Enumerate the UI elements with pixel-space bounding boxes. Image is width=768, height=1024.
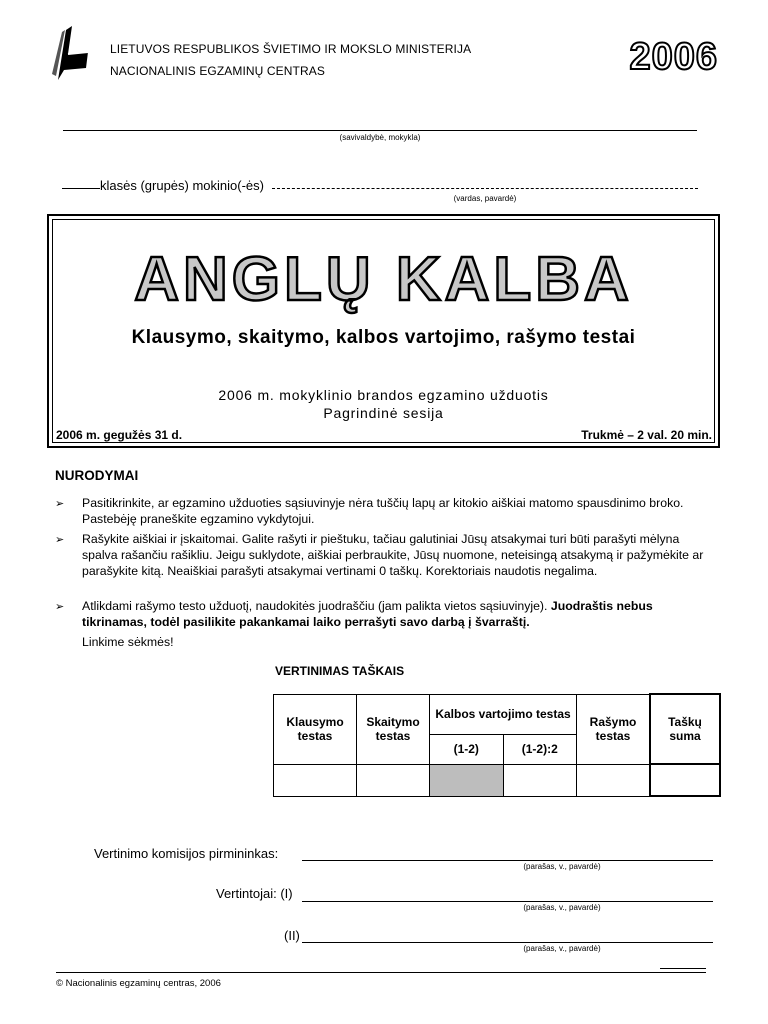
- chair-label: Vertinimo komisijos pirmininkas:: [94, 846, 279, 861]
- name-hint: (vardas, pavardė): [453, 194, 517, 203]
- instructions-heading: NURODYMAI: [55, 468, 139, 483]
- nec-logo: [48, 24, 92, 82]
- task-description: 2006 m. mokyklinio brandos egzamino užduotis: [218, 387, 549, 403]
- col-listening: Klausymo testas: [274, 694, 357, 764]
- score-cell-reading[interactable]: [357, 764, 430, 796]
- instruction-item: Pasitikrinkite, ar egzamino užduoties sąsiuvinyje nėra tuščių lapų ar kitokio aiškiai matomo spausdinimo broko. Pastebėję praneškite egzamino vykdytojui.: [82, 496, 684, 526]
- col-reading: Skaitymo testas: [357, 694, 430, 764]
- evaluator-one-label: Vertintojai: (I): [216, 886, 293, 901]
- bullet-arrow-icon: ➢: [55, 534, 65, 546]
- signature-hint: (parašas, v., pavardė): [523, 944, 601, 953]
- exam-title: ANGLŲ KALBA: [134, 245, 633, 314]
- bullet-arrow-icon: ➢: [55, 498, 65, 510]
- col-language-sub-b: (1-2):2: [503, 734, 577, 764]
- score-cell-writing[interactable]: [577, 764, 651, 796]
- student-name-line[interactable]: [272, 188, 698, 189]
- col-writing: Rašymo testas: [577, 694, 651, 764]
- footer-rule: [56, 972, 706, 973]
- copyright: © Nacionalinis egzaminų centras, 2006: [56, 978, 221, 989]
- year-badge: 2006: [629, 36, 718, 78]
- exam-duration: Trukmė – 2 val. 20 min.: [581, 428, 712, 442]
- closing-wish: Linkime sėkmės!: [82, 635, 174, 649]
- bullet-arrow-icon: ➢: [55, 601, 65, 613]
- score-cell-language-b[interactable]: [503, 764, 577, 796]
- instruction-item: Rašykite aiškiai ir įskaitomai. Galite rašyti ir pieštuku, tačiau galutiniai Jūsų atsakymai turi būti parašyti mėlyna spalva rašančiu rašikliu. Jeigu suklydote, aiškiai perbraukite, Jūsų nuomone, neteisingą atsakymą ir pažymėkite ar parašykite kitą. Neaiškiai parašyti atsakymai vertinami 0 taškų. Korektoriais naudotis negalima.: [82, 532, 704, 578]
- col-language-sub-a: (1-2): [430, 734, 504, 764]
- class-field-line[interactable]: [62, 188, 100, 189]
- instruction-item: [82, 598, 718, 630]
- scoring-title: VERTINIMAS TAŠKAIS: [275, 664, 405, 678]
- footer-rule-short: [660, 968, 706, 969]
- col-total: Taškų suma: [650, 694, 720, 764]
- ministry-name: LIETUVOS RESPUBLIKOS ŠVIETIMO IR MOKSLO MINISTERIJA: [110, 42, 472, 56]
- chair-signature-line[interactable]: [302, 860, 713, 861]
- score-cell-total[interactable]: [650, 764, 720, 796]
- exam-subtitle: Klausymo, skaitymo, kalbos vartojimo, rašymo testai: [131, 327, 636, 348]
- evaluator-one-signature-line[interactable]: [302, 901, 713, 902]
- exam-center-name: NACIONALINIS EGZAMINŲ CENTRAS: [110, 64, 325, 78]
- instruction-plain-text: Atlikdami rašymo testo užduotį, naudokitės juodraščiu (jam palikta vietos sąsiuvinyje).: [82, 599, 548, 613]
- instruction-bold-text: Juodraštis nebus tikrinamas, todėl pasilikite pakankamai laiko perrašyti savo darbą į švarraštį.: [82, 599, 653, 629]
- session-name: Pagrindinė sesija: [323, 405, 444, 421]
- scoring-table: [273, 693, 721, 797]
- municipality-hint: (savivaldybė, mokykla): [339, 133, 421, 142]
- signature-hint: (parašas, v., pavardė): [523, 862, 601, 871]
- evaluator-two-label: (II): [284, 928, 300, 943]
- exam-date: 2006 m. gegužės 31 d.: [56, 428, 183, 442]
- signature-hint: (parašas, v., pavardė): [523, 903, 601, 912]
- municipality-line[interactable]: [63, 130, 697, 131]
- evaluator-two-signature-line[interactable]: [302, 942, 713, 943]
- score-cell-listening[interactable]: [274, 764, 357, 796]
- class-label: klasės (grupės) mokinio(-ės): [100, 178, 264, 193]
- score-cell-language-a: [430, 764, 504, 796]
- col-language-use: Kalbos vartojimo testas: [430, 694, 577, 734]
